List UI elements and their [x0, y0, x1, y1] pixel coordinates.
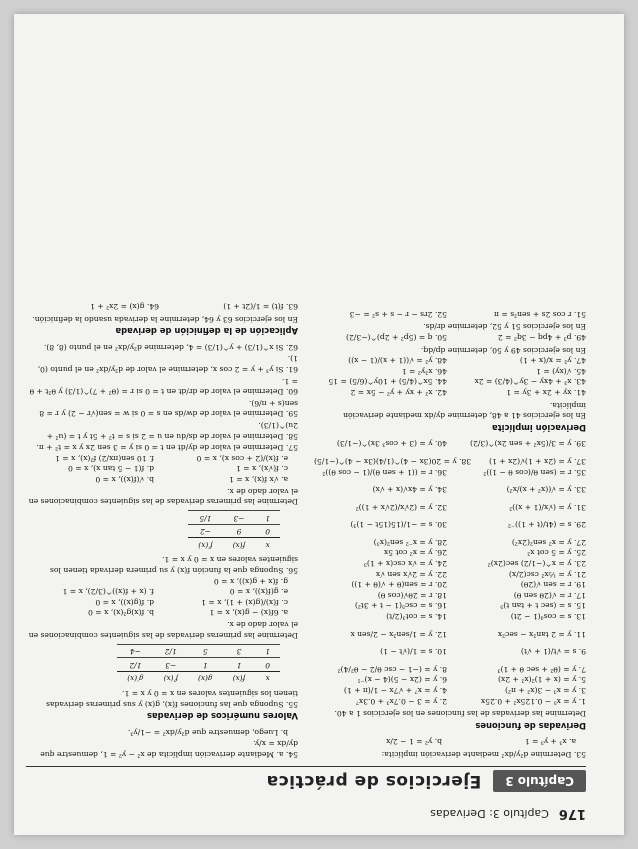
exercise-pair: 1. y = x⁵ − 0.125x² + 0.25x 2. y = 3 − 0.7x³ + 0.3x⁷ — [355, 696, 586, 706]
exercise-parts: e. g(f(x)), x = 0 f. (x + f(x))^(3/2), x = 1 — [62, 587, 288, 597]
exercise-parts: c. f(√x), x = 1 d. f(1 − 5 tan x), x = 0 — [68, 464, 288, 474]
exercise-pair: 45. √(xy) = 1 46. x²y² = 1 — [401, 366, 586, 376]
running-title: Capítulo 3: Derivadas — [430, 807, 549, 821]
exercise-pair: 63. f(t) = 1/(2t + 1) 64. g(x) = 2x² + 1 — [90, 302, 298, 312]
exercise-pair: 33. y = √((x² + x)/x²) 34. y = 4x√(x + √x) — [372, 485, 586, 495]
section-heading: Derivación implícita — [491, 422, 586, 433]
instructions: En los ejercicios 51 y 52, determine dr/ds. — [423, 322, 586, 332]
exercise-pair: 17. r = √(2θ sen θ) 18. r = 2θ√(cos θ) — [377, 590, 586, 600]
values-table-56: x f(x) f′(x) 0 9 −2 1 −3 1/5 — [188, 510, 280, 551]
running-header — [26, 803, 586, 825]
exercise-pair: 21. y = ½x² csc(2/x) 22. y = 2√x sen √x — [375, 569, 586, 579]
table-row: 0 9 −2 — [188, 524, 280, 538]
section-heading: Derivadas de funciones — [475, 720, 586, 731]
exercise-pair: 27. y = x² sen²(2x²) 28. y = x⁻² sen²(x³) — [373, 537, 586, 547]
table-row: 1 3 5 1/2 −4 — [117, 644, 280, 658]
exercise-pair: 7. y = (θ² + sec θ + 1)³ 8. y = (−1 − csc θ/2 − θ²/4)² — [337, 664, 586, 674]
exercise-56: 56. Suponga que la función f(x) y su primera derivada tienen los siguientes valores en x = 0 y x = 1. — [49, 555, 298, 576]
section-heading: Valores numéricos de derivadas — [147, 711, 298, 722]
exercise-61: 61. Si y³ + y = 2 cos x, determine el valor de d²y/dx² en el punto (0, 1). — [37, 354, 298, 374]
exercise-pair: 47. y² = x/(x + 1) 48. y² = √((1 + x)/(1 − x)) — [348, 356, 586, 366]
exercise-pair: 31. y = (√x/(1 + x))² 32. y = (2√x/(2√x + 1))² — [355, 502, 586, 512]
exercise-55: 55. Suponga que las funciones f(x), g(x) y sus primeras derivadas tienen los siguientes valores en x = 0 y x = 1. — [46, 689, 298, 709]
exercise-pair: 25. y = 5 cot x² 26. y = x² cot 5x — [383, 548, 586, 558]
exercise-59: 59. Determine el valor de dw/ds en s = 0 si w = sen(√r − 2) y r = 8 sen(s + π/6). — [39, 398, 298, 419]
exercise-parts: a. 6f(x) − g(x), x = 1 b. f(x)g²(x), x = 0 — [88, 608, 288, 618]
values-table-55: x f(x) g(x) f′(x) g′(x) 0 1 1 −3 1/2 1 3 5 1/2 −4 — [117, 644, 280, 685]
exercise-pair: 51. r cos 2s + sen²s = π 52. 2rs − r − s + s² = −3 — [349, 309, 586, 319]
exercise-pair: 37. y = (2x + 1)√(2x + 1) 38. y = 20(3x − 4)^(1/4)(3x − 4)^(−1/5) — [314, 456, 586, 466]
instructions: En los ejercicios 49 y 50, determine dp/dq. — [420, 345, 586, 355]
left-column — [314, 308, 586, 759]
exercise-pair: 29. s = (4t/(t + 1))⁻² 30. s = −1/(15(15t − 1)³) — [350, 520, 586, 530]
instructions: En los ejercicios 41 a 48, determine dy/dx mediante derivación implícita. — [343, 400, 586, 421]
exercise-54b: b. Luego, demuestre que d²y/dx² = −1/y³. — [127, 727, 288, 737]
exercise-pair: 3. y = x³ − 3(x² + π²) 4. y = x⁷ + √7x − 1/(π + 1) — [343, 686, 586, 696]
exercise-60: 60. Determine el valor de dr/dt en t = 0 si r = (θ² + 7)^(1/3) y θ²t + θ = 1. — [29, 376, 298, 397]
exercise-pair: 35. r = (sen θ/(cos θ − 1))² 36. r = ((1 + sen θ)/(1 − cos θ))² — [322, 467, 586, 477]
exercise-parts: c. f(x)/(g(x) + 1), x = 1 d. f(g(x)), x = 0 — [95, 597, 288, 607]
exercise-55-instructions: Determine las primeras derivadas de las siguientes combinaciones en el valor dado de x. — [28, 620, 298, 640]
exercise-parts: g. f(x + g(x)), x = 0 — [213, 576, 288, 586]
instructions: Determine las derivadas de las funciones en los ejercicios 1 a 40. — [334, 709, 586, 719]
exercise-pair: 5. y = (x + 1)²(x² + 2x) 6. y = (2x − 5)(4 − x)⁻¹ — [357, 675, 586, 685]
exercise-57: 57. Determine el valor de dy/dt en t = 0 si y = 3 sen 2x y x = t² + π. — [36, 443, 298, 453]
exercise-parts: a. √x f(x), x = 1 b. √(f(x)), x = 0 — [95, 474, 288, 484]
exercise-pair: 13. s = cos⁴(1 − 2t) 14. s = cot³(2/t) — [386, 612, 586, 622]
exercise-pair: 23. y = x^(−1/2) sec(2x)² 24. y = √x csc(x + 1)³ — [363, 559, 586, 569]
chapter-tab: Capítulo 3 — [493, 770, 586, 792]
exercise-pair: 49. p³ + 4pq − 3q² = 2 50. q = (5p² + 2p)^(−3/2) — [346, 333, 586, 342]
table-row: 1 −3 1/5 — [188, 511, 280, 525]
exercise-53: 53. Determine d²y/dx² mediante derivación implícita: — [381, 750, 586, 759]
exercise-pair: 41. xy + 2x + 3y = 1 42. x² + xy + y² − 5x = 2 — [350, 387, 586, 397]
exercise-pair: 11. y = 2 tan²x − sec²x 12. y = 1/sen²x − 2/sen x — [350, 629, 586, 639]
exercise-pair: 15. s = (sec t + tan t)⁵ 16. s = csc⁵(1 − t + 3t²) — [354, 601, 586, 611]
table-row: 0 1 1 −3 1/2 — [117, 658, 280, 672]
exercise-56-instructions: Determine las primeras derivadas de las siguientes combinaciones en el valor dado de x. — [28, 486, 298, 507]
exercise-pair: 19. r = sen √(2θ) 20. r = sen(θ + √(θ + 1)) — [351, 580, 586, 590]
exercise-parts: e. f(x)/(2 + cos x), x = 0 f. 10 sen(πx/2) f²(x), x = 1 — [55, 453, 288, 463]
section-title: Ejercicios de práctica — [266, 771, 482, 791]
section-banner — [26, 766, 586, 795]
exercise-58: 58. Determine el valor de ds/du en u = 2 si s = t² + 5t y t = (u² + 2u)^(1/3). — [46, 420, 298, 441]
right-column — [26, 300, 298, 759]
exercise-pair: 9. s = √t/(1 + √t) 10. s = 1/(√t − 1) — [380, 647, 586, 657]
exercise-53-parts: a. x³ + y³ = 1 b. y² = 1 − 2/x — [386, 737, 576, 747]
exercise-54: 54. a. Mediante derivación implícita de x² − y² = 1, demuestre que dy/dx = x/y. — [40, 739, 298, 759]
section-heading: Aplicación de la definición de derivada — [115, 326, 298, 337]
exercise-pair: 39. y = 3/(5x² + sen 2x)^(3/2) 40. y = (3 + cos³ 3x)^(−1/3) — [336, 439, 586, 449]
instructions: En los ejercicios 63 y 64, determine la derivada usando la definición. — [32, 314, 298, 324]
scanned-page — [14, 14, 624, 835]
exercise-62: 62. Si x^(1/3) + y^(1/3) = 4, determine d²y/dx² en el punto (8, 8). — [43, 342, 298, 352]
page-number: 176 — [558, 806, 586, 822]
exercise-pair: 43. x³ + 4xy − 3y^(4/3) = 2x 44. 5x^(4/5) + 10y^(6/5) = 15 — [328, 377, 586, 387]
